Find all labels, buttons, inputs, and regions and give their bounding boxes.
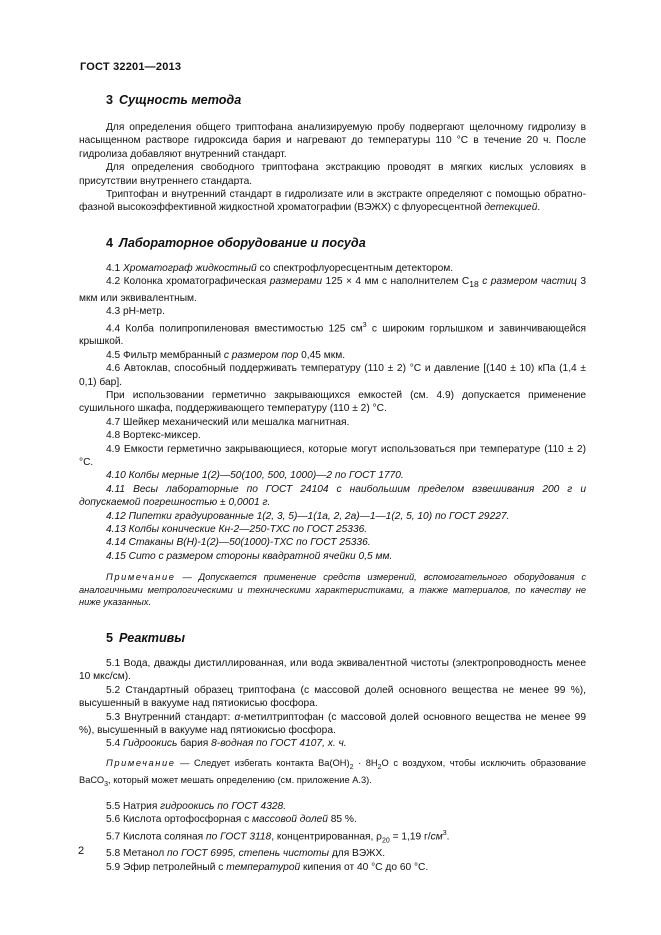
item-4-2-c: 125 × 4 мм с наполнителем C <box>322 276 470 288</box>
item-4-9: 4.9 Емкости герметично закрывающиеся, которые могут использоваться при температуре (110 ± 2) °С. <box>79 443 586 468</box>
section-3-title <box>106 92 586 108</box>
section-4-title <box>106 235 586 251</box>
section-3-number: 3 <box>106 93 114 107</box>
item-5-6-b: массовой долей <box>252 814 328 826</box>
item-5-6 <box>79 813 586 826</box>
document-code: ГОСТ 32201—2013 <box>80 61 182 73</box>
item-5-9-c: кипения от 40 °С до 60 °С. <box>300 861 429 873</box>
item-5-8-c: для ВЭЖХ. <box>328 848 386 860</box>
item-4-3: 4.3 рН-метр. <box>106 306 165 318</box>
item-5-8-a: 5.8 Метанол <box>106 848 167 860</box>
sec4-note <box>79 571 586 609</box>
item-4-2-sub: 18 <box>469 279 479 290</box>
item-4-4 <box>79 319 586 349</box>
sec5-note-sub2: 2 <box>377 763 382 771</box>
item-4-10: 4.10 Колбы мерные 1(2)—50(100, 500, 1000)—2 по ГОСТ 1770. <box>106 470 404 482</box>
item-5-7-b: по ГОСТ 3118 <box>206 830 272 842</box>
sec4-note-label: Примечание <box>106 572 176 583</box>
item-5-3 <box>79 711 586 738</box>
section-5-number: 5 <box>106 630 114 645</box>
item-5-5-b: гидроокись по ГОСТ 4328. <box>160 800 287 812</box>
sec5-note-a: — Следует избегать контакта Ва(ОН) <box>175 757 350 768</box>
item-4-1-num: 4.1 <box>106 262 123 274</box>
item-5-7-a: 5.7 Кислота соляная <box>106 830 207 842</box>
sec5-note-d: , который может мешать определению (см. приложение А.3). <box>108 775 372 786</box>
item-5-9-b: температурой <box>226 861 301 873</box>
item-5-8 <box>79 847 586 860</box>
sec5-note-label: Примечание <box>106 757 176 768</box>
item-5-8-b: по ГОСТ 6995, степень чистоты <box>166 848 329 860</box>
item-5-9 <box>79 861 586 874</box>
item-4-14: 4.14 Стаканы В(Н)-1(2)—50(1000)-ТХС по ГОСТ 25336. <box>106 537 371 549</box>
item-5-3-b: -метилтриптофан (с массовой долей основного вещества не менее 99 %), высушенный в вакууме над пятиокисью фосфора. <box>79 711 586 737</box>
item-5-4-a: 5.4 <box>106 738 123 750</box>
item-5-1: 5.1 Вода, дважды дистиллированная, или вода эквивалентной чистоты (электропроводность менее 10 мкс/см). <box>79 657 586 683</box>
item-5-7-sub: 20 <box>381 836 390 844</box>
section-4-number: 4 <box>106 235 114 250</box>
item-4-2-b: размерами <box>269 276 323 288</box>
item-4-4-b: с широким горлышком и завинчивающейся крышкой. <box>79 322 587 348</box>
page-content <box>79 92 586 874</box>
section-5-heading: Реактивы <box>119 630 186 645</box>
sec3-paragraph-2: Для определения свободного триптофана экстракцию проводят в мягких кислых условиях в присутствии внутреннего стандарта. <box>79 162 586 187</box>
item-4-5 <box>79 349 586 362</box>
item-5-7-c: , концентрированная, ρ <box>271 830 382 842</box>
item-5-2: 5.2 Стандартный образец триптофана (с массовой долей основного вещества не менее 99 %), высушенный в вакууме над пятиокисью фосфора. <box>79 684 586 710</box>
page-number: 2 <box>78 845 85 857</box>
item-4-6-note: При использовании герметично закрывающихся емкостей (см. 4.9) допускается применение сушильного шкафа, поддерживающего температуру (110 ± 2) °С. <box>79 389 586 415</box>
item-5-6-c: 85 %. <box>327 814 357 826</box>
item-4-15: 4.15 Сито с размером стороны квадратной ячейки 0,5 мм. <box>106 550 393 562</box>
item-5-6-a: 5.6 Кислота ортофосфорная с <box>106 814 253 826</box>
item-4-2-e: с размером частиц <box>482 276 577 288</box>
item-5-4 <box>79 737 586 750</box>
item-4-5-a: 4.5 Фильтр мембранный <box>106 349 224 361</box>
item-4-11: 4.11 Весы лабораторные по ГОСТ 24104 с наибольшим пределом взвешивания 200 г и допускаемой погрешностью ± 0,0001 г. <box>79 483 586 509</box>
item-5-4-b: Гидроокись <box>123 738 178 750</box>
item-4-4-a: 4.4 Колба полипропиленовая вместимостью 125 см <box>106 322 363 334</box>
sec3-p3-text: Триптофан и внутренний стандарт в гидролизате или в экстракте определяют с помощью обратно-фазной высокоэффективной жидкостной хроматографии (ВЭЖХ) с флуоресцентной <box>79 189 586 214</box>
item-4-12: 4.12 Пипетки градуированные 1(2, 3, 5)—1(1а, 2, 2а)—1—1(2, 5, 10) по ГОСТ 29227. <box>106 510 510 522</box>
sec3-paragraph-3 <box>79 188 586 215</box>
item-5-7-e: см <box>430 830 443 842</box>
item-4-5-b: с размером пор <box>223 349 299 361</box>
sec5-note <box>79 757 586 792</box>
item-4-6: 4.6 Автоклав, способный поддерживать температуру (110 ± 2) °С и давление [(140 ± 10) кПа (1,4 ± 0,1) бар]. <box>79 363 586 388</box>
sec5-note-sub3: 3 <box>104 781 109 789</box>
item-5-9-a: 5.9 Эфир петролейный с <box>106 861 227 873</box>
section-3-heading: Сущность метода <box>119 93 242 107</box>
sec4-note-text: — Допускается применение средств измерений, вспомогательного оборудования с аналогичными метрологическими и техническими характеристиками, а также материалов, по качеству не ниже указанных. <box>79 572 586 608</box>
sec5-note-b: · 8Н <box>353 757 378 768</box>
item-5-7-sup: 3 <box>442 829 447 837</box>
item-5-5-a: 5.5 Натрия <box>106 800 161 812</box>
item-4-1-rest: со спектрофлуоресцентным детектором. <box>256 262 454 274</box>
sec3-p3-end: . <box>537 202 541 214</box>
sec5-note-c: О с воздухом, чтобы исключить образование ВаСО <box>79 757 586 786</box>
item-5-3-alpha: α <box>234 711 241 723</box>
sec3-p3-italic: детекцией <box>484 202 538 214</box>
sec3-paragraph-1: Для определения общего триптофана анализируемую пробу подвергают щелочному гидролизу в насыщенном растворе гидроксида бария и нагревают до температуры 110 °С в течение 20 ч. После гидролиза добавляют внутренний стандарт. <box>79 122 586 160</box>
item-5-5 <box>79 800 586 813</box>
item-5-3-a: 5.3 Внутренний стандарт: <box>106 711 235 723</box>
item-4-2-a: 4.2 Колонка хроматографическая <box>106 276 270 288</box>
item-5-4-d: 8-водная по ГОСТ 4107, х. ч. <box>211 738 347 750</box>
item-4-4-sup: 3 <box>362 321 367 329</box>
item-4-8: 4.8 Вортекс-миксер. <box>106 430 201 442</box>
section-4-heading: Лабораторное оборудование и посуда <box>119 235 366 250</box>
item-4-1-italic: Хроматограф жидкостный <box>123 262 257 274</box>
section-5-title <box>106 630 586 646</box>
item-4-2-f: 3 мкм или эквивалентным. <box>79 276 586 304</box>
item-5-7-d: = 1,19 г/ <box>389 830 431 842</box>
item-4-1 <box>79 262 586 275</box>
item-4-2 <box>79 275 586 305</box>
item-5-7-f: . <box>446 830 450 842</box>
item-5-4-c: бария <box>177 738 212 750</box>
item-4-13: 4.13 Колбы конические Кн-2—250-ТХС по ГОСТ 25336. <box>106 523 368 535</box>
item-5-7 <box>79 827 586 848</box>
item-4-7: 4.7 Шейкер механический или мешалка магнитная. <box>106 416 350 428</box>
item-4-5-c: 0,45 мкм. <box>298 349 346 361</box>
sec5-note-sub1: 2 <box>349 763 354 771</box>
